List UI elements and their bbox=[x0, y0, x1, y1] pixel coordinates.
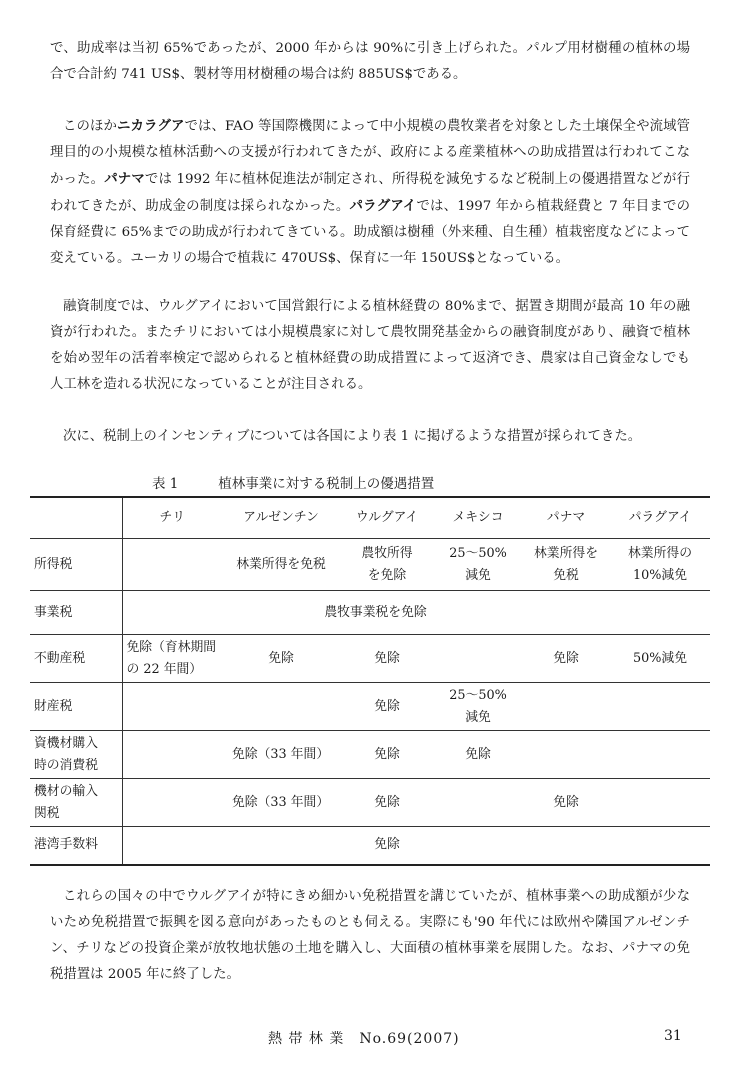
tax-incentive-table bbox=[30, 496, 710, 866]
paragraph-text: 次に、税制上のインセンティブについては各国により表 1 に掲げるような措置が採られてきた。 bbox=[63, 429, 642, 444]
table-cell bbox=[610, 683, 710, 731]
column-header-panama: パナマ bbox=[522, 497, 610, 539]
paragraph-text: では、FAO 等国際機関によって中小規模の農牧業者を対象とした土壌保全や流域管理目的の小規模な植林活動への支援が行われてきたが、政府による産業植林への助成措置は行われてこなかった。 bbox=[50, 119, 691, 187]
table-row-property-tax bbox=[30, 683, 710, 731]
table-cell bbox=[522, 683, 610, 731]
journal-name: 熱 帯 林 業 No.69(2007) bbox=[268, 1031, 460, 1047]
table-cell: 免除（33 年間） bbox=[222, 779, 340, 827]
table-cell: 免除 bbox=[222, 635, 340, 683]
table-cell: 免除 bbox=[340, 827, 434, 865]
column-header-mexico: メキシコ bbox=[434, 497, 522, 539]
row-label-text: 財産税 bbox=[34, 698, 73, 714]
paragraph-text: で、助成率は当初 65%であったが、2000 年からは 90%に引き上げられた。パルプ用材樹種の植林の場合で合計約 741 US$、製材等用材樹種の場合は約 885US$である。 bbox=[50, 41, 690, 82]
table-cell: 林業所得の10%減免 bbox=[610, 539, 710, 591]
row-label-text: 事業税 bbox=[34, 604, 73, 620]
table-cell: 免除 bbox=[340, 731, 434, 779]
table-row-port-fee bbox=[30, 827, 710, 865]
table-cell bbox=[522, 827, 610, 865]
table-caption-title: 植林事業に対する税制上の優遇措置 bbox=[218, 476, 435, 492]
paragraph-text: では 1992 年に植林促進法が制定され、所得税を減免するなど税制上の優遇措置などが行われてきたが、助成金の制度は採られなかった。 bbox=[50, 172, 691, 214]
table-cell bbox=[122, 539, 222, 591]
row-label-text: 港湾手数料 bbox=[34, 837, 98, 853]
table-cell: 免除 bbox=[434, 731, 522, 779]
table-caption-number: 表 1 bbox=[152, 476, 179, 492]
table-row-real-estate-tax bbox=[30, 635, 710, 683]
paragraph-text: 融資制度では、ウルグアイにおいて国営銀行による植林経費の 80%まで、据置き期間が最高 10 年の融資が行われた。またチリにおいては小規模農家に対して農牧開発基金からの融資制度があり、融資で植林を始め翌年の活着率検定で認められると植林経費の助成措置によって返済でき、農家は自己資金なしでも人工林を造れる状況になっていることが注目される。 bbox=[50, 299, 690, 392]
table-row-consumption-tax bbox=[30, 731, 710, 779]
table-row-business-tax bbox=[30, 591, 710, 635]
table-cell bbox=[434, 779, 522, 827]
table-cell: 農牧事業税を免除 bbox=[324, 604, 427, 620]
paragraph-text: これらの国々の中でウルグアイが特にきめ細かい免税措置を講じていたが、植林事業への助成額が少ないため免税措置で振興を図る意向があったものとも伺える。実際にも'90 年代には欧州や隣国アルゼンチン、チリなどの投資企業が放牧地状態の土地を購入し、大面積の植林事業を展開した。なお、パナマの免税措置は 2005 年に終了した。 bbox=[50, 889, 690, 982]
table-cell: 免除 bbox=[522, 779, 610, 827]
country-name-paraguay: パラグアイ bbox=[349, 198, 417, 214]
table-cell: 免除 bbox=[340, 683, 434, 731]
table-cell: 免除（育林期間の 22 年間） bbox=[122, 635, 222, 683]
table-cell bbox=[610, 779, 710, 827]
table-cell: 林業所得を免税 bbox=[522, 539, 610, 591]
table-cell bbox=[222, 683, 340, 731]
row-label bbox=[30, 591, 122, 635]
table-cell bbox=[610, 827, 710, 865]
paragraph-subsidy-rate bbox=[50, 36, 690, 88]
paragraph-tax-intro bbox=[50, 424, 690, 450]
row-label bbox=[30, 539, 122, 591]
row-label-text: 所得税 bbox=[34, 556, 73, 572]
row-label bbox=[30, 827, 122, 865]
paragraph-nicaragua-panama-paraguay bbox=[50, 113, 690, 272]
row-label-text: 時の消費税 bbox=[34, 757, 98, 773]
table-row-import-duty bbox=[30, 779, 710, 827]
table-row-income-tax bbox=[30, 539, 710, 591]
row-label-text: 機材の輸入 bbox=[34, 783, 98, 799]
row-label bbox=[30, 683, 122, 731]
row-label bbox=[30, 731, 122, 779]
country-name-nicaragua: ニカラグア bbox=[117, 118, 185, 134]
table-cell: 免除 bbox=[522, 635, 610, 683]
table-header-corner bbox=[30, 497, 122, 539]
row-label-text: 不動産税 bbox=[34, 650, 86, 666]
paragraph-financing bbox=[50, 294, 690, 398]
table-cell bbox=[122, 827, 222, 865]
row-label bbox=[30, 779, 122, 827]
table-cell: 林業所得を免税 bbox=[222, 539, 340, 591]
row-label bbox=[30, 635, 122, 683]
row-label-text: 資機材購入 bbox=[34, 735, 98, 751]
table-cell bbox=[122, 779, 222, 827]
page-number: 31 bbox=[664, 1028, 682, 1044]
table-caption bbox=[152, 472, 434, 492]
column-header-paraguay: パラグアイ bbox=[610, 497, 710, 539]
table-cell bbox=[122, 731, 222, 779]
table-cell: 25～50%減免 bbox=[434, 683, 522, 731]
table-cell bbox=[222, 827, 340, 865]
table-header-row bbox=[30, 497, 710, 539]
table-cell bbox=[122, 683, 222, 731]
table-cell: 50%減免 bbox=[610, 635, 710, 683]
column-header-argentina: アルゼンチン bbox=[222, 497, 340, 539]
table-cell: 25～50%減免 bbox=[434, 539, 522, 591]
table-cell-span bbox=[122, 591, 710, 635]
paragraph-text: このほか bbox=[63, 119, 117, 134]
paragraph-text: では、1997 年から植栽経費と 7 年目までの保育経費に 65%までの助成が行われてきている。助成額は樹種（外来種、自生種）植栽密度などによって変えている。ユーカリの場合で植栽に 470US$、保育に一年 150US$となっている。 bbox=[50, 199, 691, 266]
table-cell bbox=[434, 827, 522, 865]
country-name-panama: パナマ bbox=[104, 171, 145, 187]
column-header-uruguay: ウルグアイ bbox=[340, 497, 434, 539]
table-cell: 免除（33 年間） bbox=[222, 731, 340, 779]
paragraph-conclusion bbox=[50, 884, 690, 988]
table-cell bbox=[434, 635, 522, 683]
table-cell: 免除 bbox=[340, 635, 434, 683]
table-cell: 免除 bbox=[340, 779, 434, 827]
table-cell: 農牧所得を免除 bbox=[340, 539, 434, 591]
table-cell bbox=[610, 731, 710, 779]
table-cell bbox=[522, 731, 610, 779]
row-label-text: 関税 bbox=[34, 805, 60, 821]
column-header-chile: チリ bbox=[122, 497, 222, 539]
